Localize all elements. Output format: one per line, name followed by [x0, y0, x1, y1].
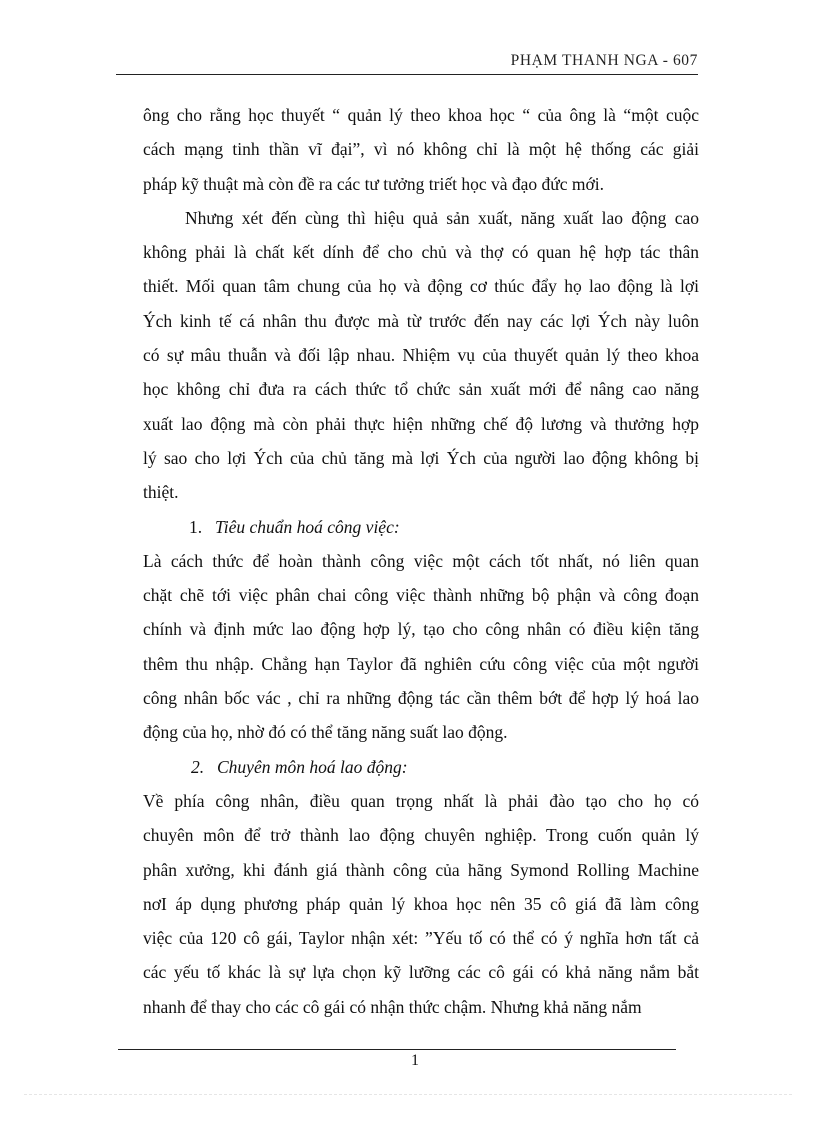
- section-heading-1: [143, 510, 699, 544]
- heading-text: Tiêu chuẩn hoá công việc:: [215, 516, 400, 537]
- text-line: có sự mâu thuẫn và đối lập nhau. Nhiệm vụ của thuyết quản lý theo khoa: [143, 345, 699, 366]
- text-line: việc của 120 cô gái, Taylor nhận xét: ”Yếu tố có thể có ý nghĩa hơn tất cả: [143, 928, 699, 949]
- text-line: thiết. Mối quan tâm chung của họ và động cơ thúc đẩy họ lao động là lợi: [143, 276, 699, 297]
- text-line: Là cách thức để hoàn thành công việc một cách tốt nhất, nó liên quan: [143, 550, 699, 571]
- text-line: nơI áp dụng phương pháp quản lý khoa học nên 35 cô giá đã làm công: [143, 893, 699, 914]
- text-line: nhanh để thay cho các cô gái có nhận thức chậm. Nhưng khả năng nắm: [143, 996, 642, 1017]
- text-line: cách mạng tinh thần vĩ đại”, vì nó không chỉ là một hệ thống các giải: [143, 139, 699, 160]
- text-line: thêm thu nhập. Chẳng hạn Taylor đã nghiên cứu công việc của một người: [143, 653, 699, 674]
- text-line: động của họ, nhờ đó có thể tăng năng suất lao động.: [143, 722, 508, 743]
- text-line: công nhân bốc vác , chỉ ra những động tác cần thêm bớt để hợp lý hoá lao: [143, 688, 699, 709]
- text-line: các yếu tố khác là sự lựa chọn kỹ lưỡng các cô gái có khả năng nắm bắt: [143, 962, 699, 983]
- text-line: học không chỉ đưa ra cách thức tổ chức sản xuất mới để nâng cao năng: [143, 379, 699, 400]
- document-body: [143, 98, 699, 1024]
- text-line: chặt chẽ tới việc phân chai công việc thành những bộ phận và công đoạn: [143, 585, 699, 606]
- page-number: 1: [411, 1052, 419, 1069]
- text-line: chuyên môn để trở thành lao động chuyên nghiệp. Trong cuốn quản lý: [143, 825, 699, 846]
- heading-number: 2.: [191, 756, 205, 777]
- text-line: phân xưởng, khi đánh giá thành công của hãng Symond Rolling Machine: [143, 859, 699, 880]
- paragraph: [143, 544, 699, 750]
- text-line: pháp kỹ thuật mà còn đề ra các tư tưởng triết học và đạo đức mới.: [143, 173, 604, 194]
- text-line: chính và định mức lao động hợp lý, tạo cho công nhân có điều kiện tăng: [143, 619, 699, 640]
- text-line: Ých kinh tế cá nhân thu được mà từ trước đến nay các lợi Ých này luôn: [143, 310, 699, 331]
- text-line: không phải là chất kết dính để cho chủ và thợ có quan hệ hợp tác thân: [143, 242, 699, 263]
- paragraph: [143, 201, 699, 510]
- paragraph: [143, 98, 699, 201]
- text-line: xuất lao động mà còn phải thực hiện những chế độ lương và thưởng hợp: [143, 413, 699, 434]
- text-line: Về phía công nhân, điều quan trọng nhất là phải đào tạo cho họ có: [143, 790, 699, 811]
- paragraph: [143, 784, 699, 1024]
- heading-text: Chuyên môn hoá lao động:: [217, 756, 408, 777]
- header-author: PHẠM THANH NGA - 607: [510, 52, 698, 69]
- section-heading-2: [143, 750, 699, 784]
- heading-number: 1.: [189, 516, 203, 537]
- footer-divider: [118, 1049, 676, 1050]
- text-line: lý sao cho lợi Ých của chủ tăng mà lợi Ých của người lao động không bị: [143, 447, 699, 468]
- page-header: [116, 50, 698, 75]
- text-line: thiệt.: [143, 482, 179, 503]
- page-bottom-edge: [24, 1094, 792, 1095]
- text-line: ông cho rằng học thuyết “ quản lý theo khoa học “ của ông là “một cuộc: [143, 105, 699, 125]
- text-line: Nhưng xét đến cùng thì hiệu quả sản xuất, năng xuất lao động cao: [185, 207, 699, 228]
